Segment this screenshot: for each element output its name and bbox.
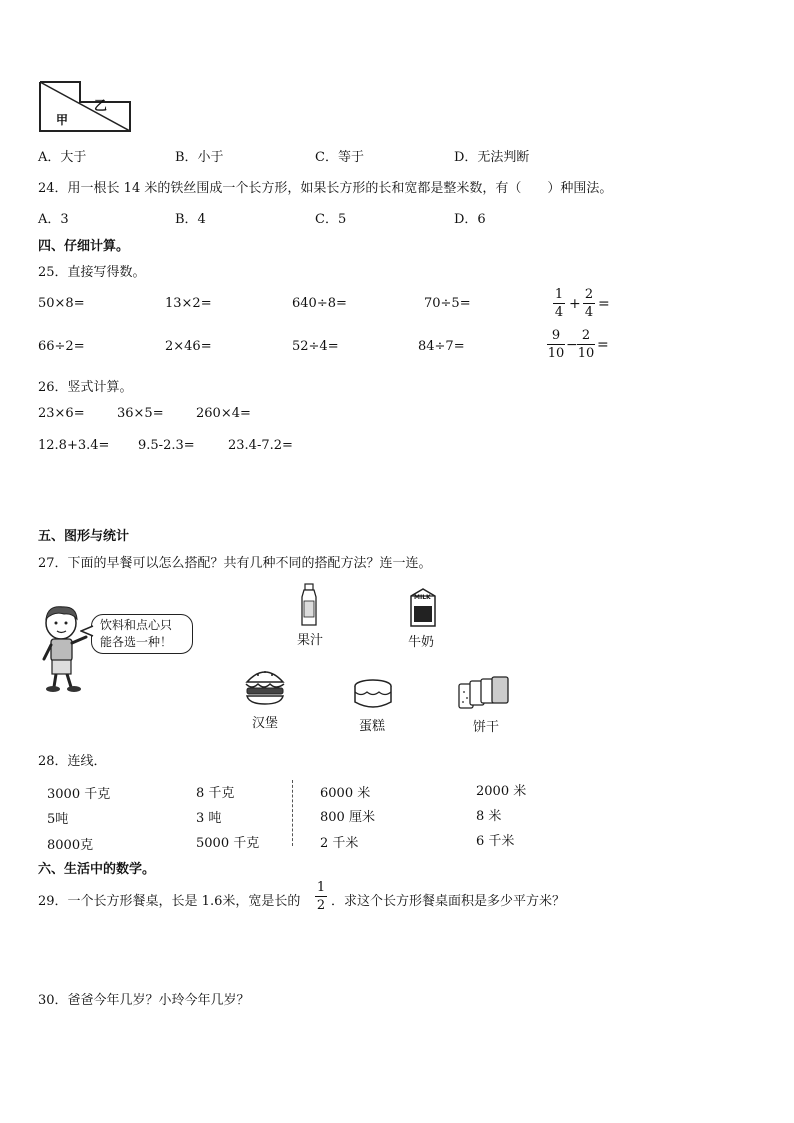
q25-r2-c4: 84÷7= — [418, 339, 465, 354]
q25-r2-c2: 2×46= — [165, 339, 212, 354]
speech-bubble — [91, 614, 193, 654]
q30-question: 30．爸爸今年几岁？小玲今年几岁？ — [38, 993, 250, 1008]
q28-col3-item[interactable]: 2 千米 — [320, 836, 359, 851]
bubble-tail — [80, 624, 94, 638]
bubble-line-2: 能各选一种！ — [100, 635, 173, 649]
q28-col4-item[interactable]: 2000 米 — [476, 784, 527, 799]
q28-col2-item[interactable]: 8 千克 — [196, 786, 235, 801]
q26-title: 26．竖式计算。 — [38, 380, 133, 395]
q25-r1-c1: 50×8= — [38, 296, 85, 311]
dashed-divider — [292, 780, 293, 846]
q26-r2-c3: 23.4-7.2= — [228, 438, 293, 453]
cake-label: 蛋糕 — [359, 719, 386, 734]
minus-sign: − — [566, 337, 578, 353]
q23-option-d[interactable]: D．无法判断 — [454, 150, 530, 165]
q28-col4-item[interactable]: 8 米 — [476, 809, 502, 824]
hamburger-icon — [244, 666, 286, 706]
fraction-1-4 — [553, 287, 565, 320]
q24-option-a[interactable]: A．3 — [38, 212, 69, 227]
q28-col1-item[interactable]: 5吨 — [47, 812, 69, 827]
equals-sign: = — [598, 296, 610, 312]
q26-r2-c1: 12.8+3.4= — [38, 438, 110, 453]
q24-option-b[interactable]: B．4 — [175, 212, 206, 227]
q28-col2-item[interactable]: 3 吨 — [196, 811, 222, 826]
biscuits-label: 饼干 — [473, 720, 500, 735]
fraction-denominator: 4 — [584, 305, 594, 320]
bubble-line-1: 饮料和点心只 — [100, 618, 173, 632]
q25-r1-c2: 13×2= — [165, 296, 212, 311]
fraction-2-10 — [577, 328, 595, 361]
q25-r2-c1: 66÷2= — [38, 339, 85, 354]
section-5-heading: 五、图形与统计 — [38, 529, 130, 544]
q29-text-after: ．求这个长方形餐桌面积是多少平方米？ — [331, 894, 566, 909]
q26-r1-c3: 260×4= — [196, 406, 251, 421]
q28-col4-item[interactable]: 6 千米 — [476, 834, 515, 849]
milk-carton-label: MILK — [414, 594, 431, 601]
fraction-1-2 — [315, 880, 327, 913]
fraction-denominator: 2 — [316, 898, 326, 913]
q25-r1-c3: 640÷8= — [292, 296, 347, 311]
biscuits-icon — [456, 676, 512, 710]
q28-col1-item[interactable]: 8000克 — [47, 838, 94, 853]
equals-sign: = — [597, 337, 609, 353]
q28-col3-item[interactable]: 6000 米 — [320, 786, 371, 801]
fraction-numerator: 1 — [316, 880, 326, 895]
fraction-numerator: 9 — [551, 328, 561, 343]
q23-option-b[interactable]: B．小于 — [175, 150, 224, 165]
q26-r1-c1: 23×6= — [38, 406, 85, 421]
q24-question: 24．用一根长 14 米的铁丝围成一个长方形，如果长方形的长和宽都是整米数，有（ ）种围法。 — [38, 181, 613, 196]
q25-title: 25．直接写得数。 — [38, 265, 146, 280]
fraction-numerator: 2 — [584, 287, 594, 302]
q28-col1-item[interactable]: 3000 千克 — [47, 787, 111, 802]
q26-r1-c2: 36×5= — [117, 406, 164, 421]
q23-option-a[interactable]: A．大于 — [38, 150, 87, 165]
q28-col3-item[interactable]: 800 厘米 — [320, 810, 375, 825]
section-4-heading: 四、仔细计算。 — [38, 239, 130, 254]
section-6-heading: 六、生活中的数学。 — [38, 862, 156, 877]
juice-bottle-icon — [299, 583, 319, 627]
fraction-2-4 — [583, 287, 595, 320]
hamburger-label: 汉堡 — [252, 716, 279, 731]
fraction-denominator: 4 — [554, 305, 564, 320]
staircase-figure — [38, 79, 134, 135]
milk-label: 牛奶 — [408, 635, 435, 650]
q26-r2-c2: 9.5-2.3= — [138, 438, 195, 453]
q23-option-c[interactable]: C．等于 — [315, 150, 364, 165]
fraction-denominator: 10 — [547, 346, 565, 361]
q24-option-d[interactable]: D．6 — [454, 212, 486, 227]
fraction-9-10 — [547, 328, 565, 361]
fraction-denominator: 10 — [577, 346, 595, 361]
juice-label: 果汁 — [297, 633, 324, 648]
q29-text-before: 29．一个长方形餐桌，长是 1.6米，宽是长的 — [38, 894, 301, 909]
q28-title: 28．连线． — [38, 754, 107, 769]
boy-illustration — [34, 603, 94, 695]
plus-sign: + — [569, 296, 581, 312]
q24-option-c[interactable]: C．5 — [315, 212, 347, 227]
q27-question: 27．下面的早餐可以怎么搭配？共有几种不同的搭配方法？连一连。 — [38, 556, 432, 571]
fraction-numerator: 1 — [554, 287, 564, 302]
q28-col2-item[interactable]: 5000 千克 — [196, 836, 260, 851]
figure-label-jia: 甲 — [56, 113, 69, 127]
q25-r1-c4: 70÷5= — [424, 296, 471, 311]
cake-icon — [352, 678, 394, 710]
fraction-numerator: 2 — [581, 328, 591, 343]
q25-r2-c3: 52÷4= — [292, 339, 339, 354]
figure-label-yi: 乙 — [94, 99, 108, 114]
